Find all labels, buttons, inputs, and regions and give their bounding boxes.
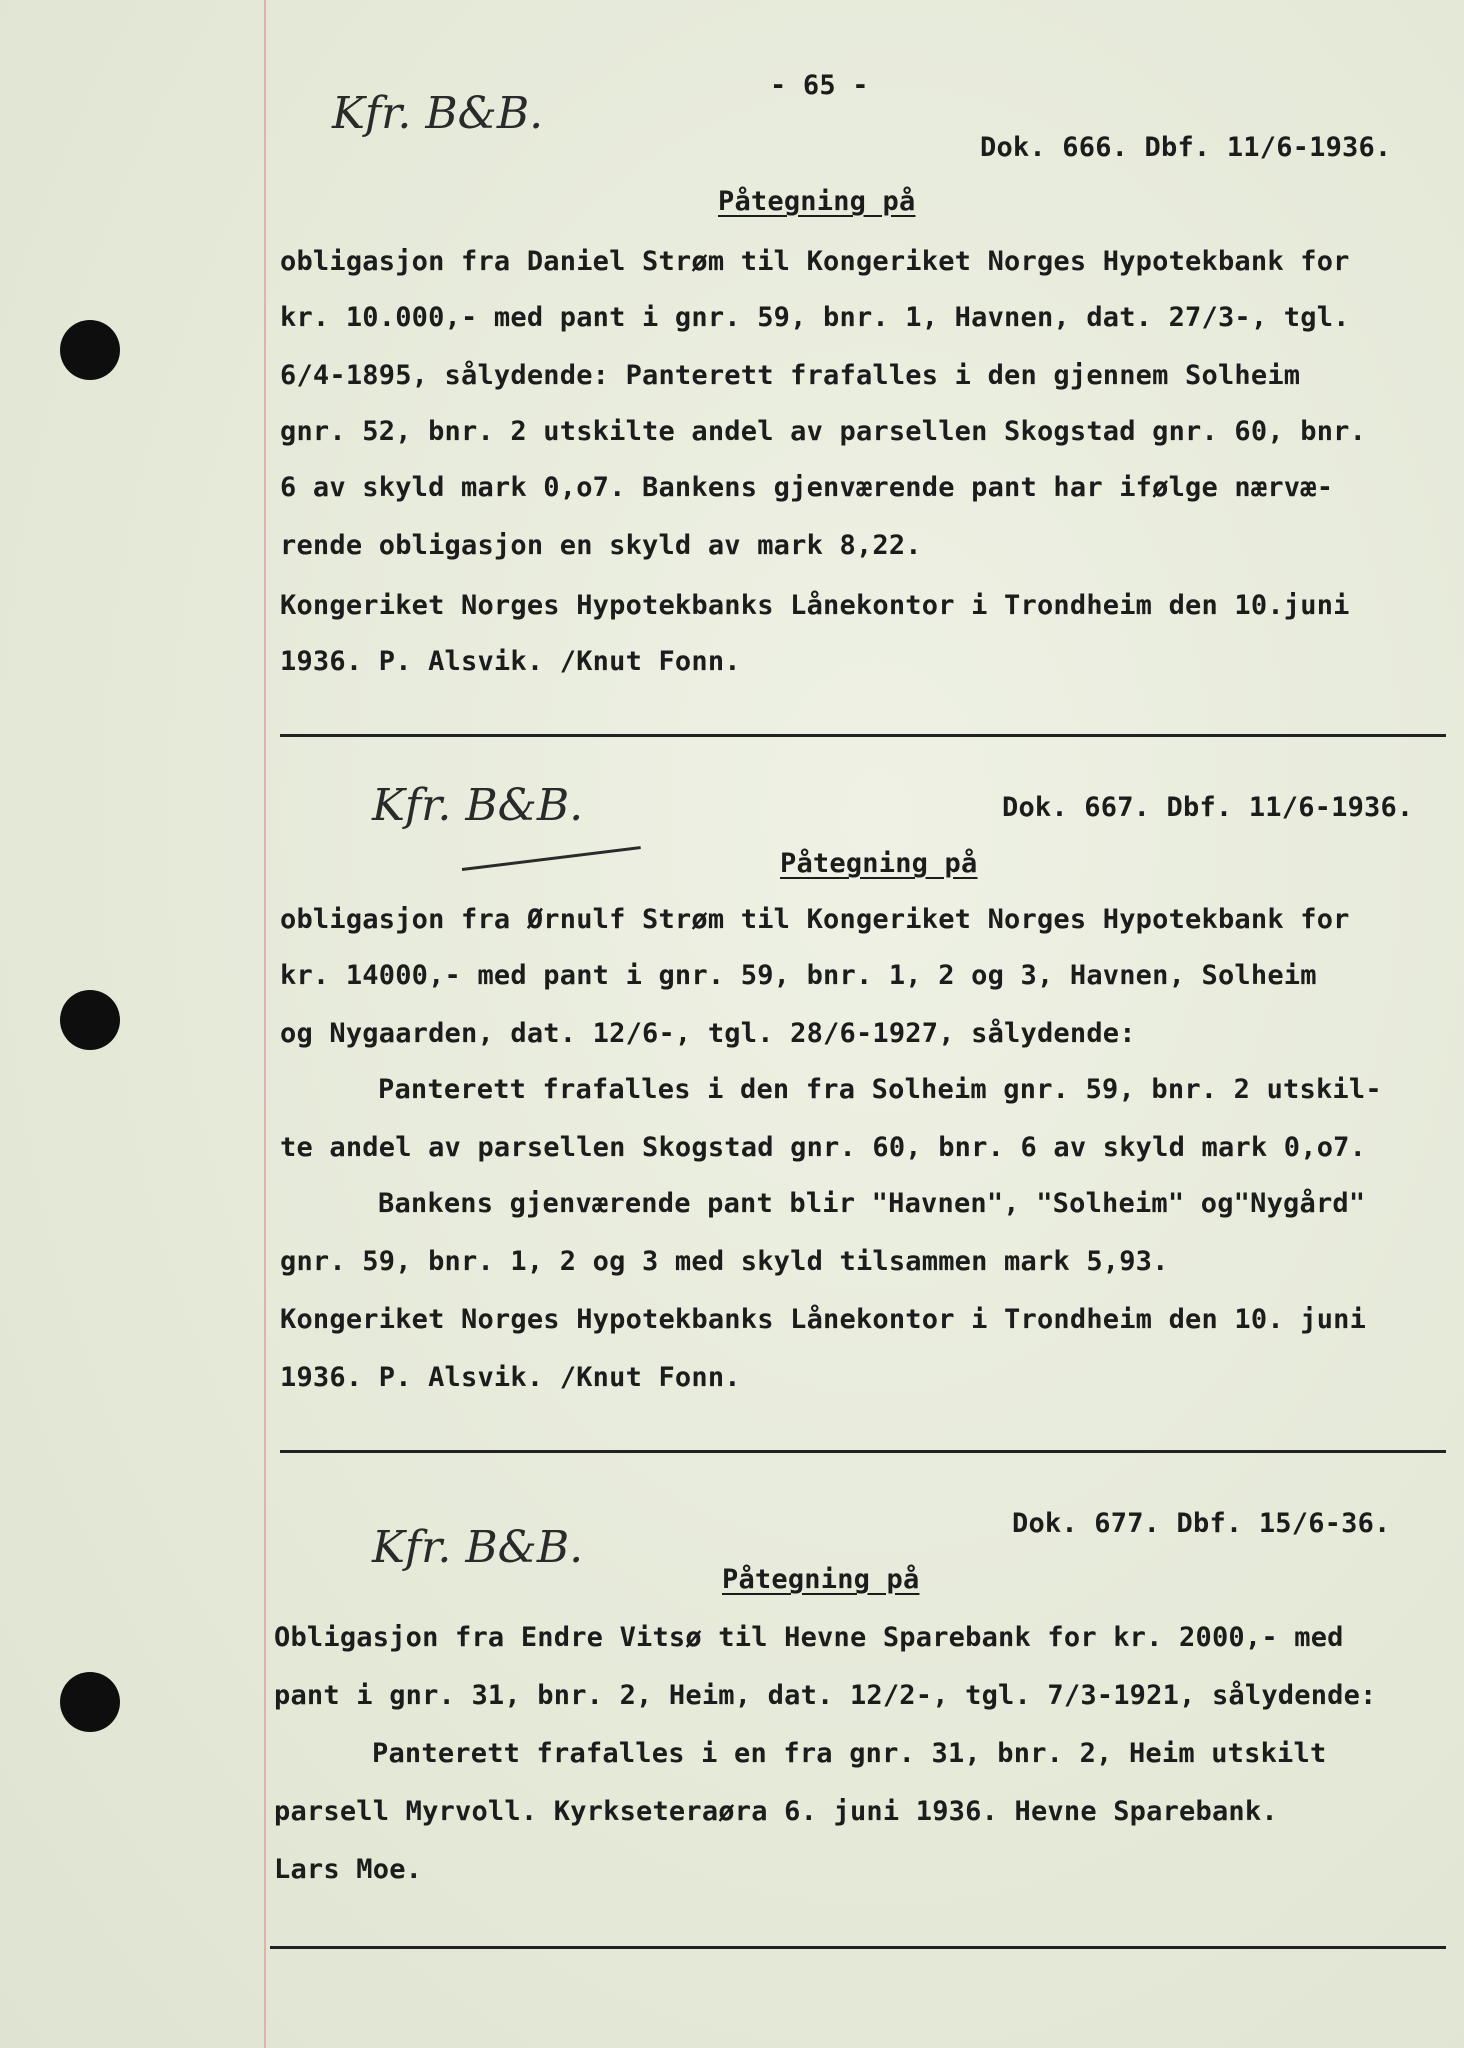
text-line: Obligasjon fra Endre Vitsø til Hevne Sparebank for kr. 2000,- med xyxy=(274,1622,1344,1653)
text-line: 6 av skyld mark 0,o7. Bankens gjenværende pant har ifølge nærvæ- xyxy=(280,472,1334,503)
margin-note: Kfr. B&B. xyxy=(332,88,544,139)
text-line: 6/4-1895, sålydende: Panterett frafalles i den gjennem Solheim xyxy=(280,360,1301,391)
text-line: Panterett frafalles i en fra gnr. 31, bnr. 2, Heim utskilt xyxy=(372,1738,1327,1769)
text-line: obligasjon fra Daniel Strøm til Kongeriket Norges Hypotekbank for xyxy=(280,246,1350,277)
entry-heading: Påtegning på xyxy=(718,186,916,217)
text-line: Lars Moe. xyxy=(274,1854,423,1885)
punch-hole xyxy=(60,1672,120,1732)
punch-hole xyxy=(60,320,120,380)
pen-stroke xyxy=(462,846,641,871)
text-line: 1936. P. Alsvik. /Knut Fonn. xyxy=(280,646,741,677)
text-line: Panterett frafalles i den fra Solheim gnr. 59, bnr. 2 utskil- xyxy=(378,1074,1382,1105)
text-line: Kongeriket Norges Hypotekbanks Lånekontor i Trondheim den 10.juni xyxy=(280,590,1350,621)
text-line: te andel av parsellen Skogstad gnr. 60, bnr. 6 av skyld mark 0,o7. xyxy=(280,1132,1367,1163)
text-line: rende obligasjon en skyld av mark 8,22. xyxy=(280,530,922,561)
margin-note: Kfr. B&B. xyxy=(372,1522,584,1573)
text-line: gnr. 52, bnr. 2 utskilte andel av parsellen Skogstad gnr. 60, bnr. xyxy=(280,416,1367,447)
text-line: Bankens gjenværende pant blir "Havnen", "Solheim" og"Nygård" xyxy=(378,1188,1366,1219)
document-reference: Dok. 677. Dbf. 15/6-36. xyxy=(1012,1508,1391,1539)
entry-divider xyxy=(270,1946,1446,1949)
punch-hole xyxy=(60,990,120,1050)
text-line: Kongeriket Norges Hypotekbanks Lånekontor i Trondheim den 10. juni xyxy=(280,1304,1367,1335)
margin-rule xyxy=(264,0,266,2048)
text-line: kr. 14000,- med pant i gnr. 59, bnr. 1, 2 og 3, Havnen, Solheim xyxy=(280,960,1317,991)
document-reference: Dok. 667. Dbf. 11/6-1936. xyxy=(1002,792,1414,823)
text-line: 1936. P. Alsvik. /Knut Fonn. xyxy=(280,1362,741,1393)
text-line: pant i gnr. 31, bnr. 2, Heim, dat. 12/2-, tgl. 7/3-1921, sålydende: xyxy=(274,1680,1377,1711)
margin-note: Kfr. B&B. xyxy=(372,780,584,831)
text-line: kr. 10.000,- med pant i gnr. 59, bnr. 1, Havnen, dat. 27/3-, tgl. xyxy=(280,302,1350,333)
text-line: obligasjon fra Ørnulf Strøm til Kongeriket Norges Hypotekbank for xyxy=(280,904,1350,935)
entry-divider xyxy=(280,1450,1446,1453)
page-number: - 65 - xyxy=(770,70,869,101)
text-line: og Nygaarden, dat. 12/6-, tgl. 28/6-1927, sålydende: xyxy=(280,1018,1136,1049)
entry-divider xyxy=(280,734,1446,737)
text-line: parsell Myrvoll. Kyrkseteraøra 6. juni 1936. Hevne Sparebank. xyxy=(274,1796,1278,1827)
entry-heading: Påtegning på xyxy=(722,1564,920,1595)
document-reference: Dok. 666. Dbf. 11/6-1936. xyxy=(980,132,1392,163)
entry-heading: Påtegning på xyxy=(780,848,978,879)
text-line: gnr. 59, bnr. 1, 2 og 3 med skyld tilsammen mark 5,93. xyxy=(280,1246,1169,1277)
